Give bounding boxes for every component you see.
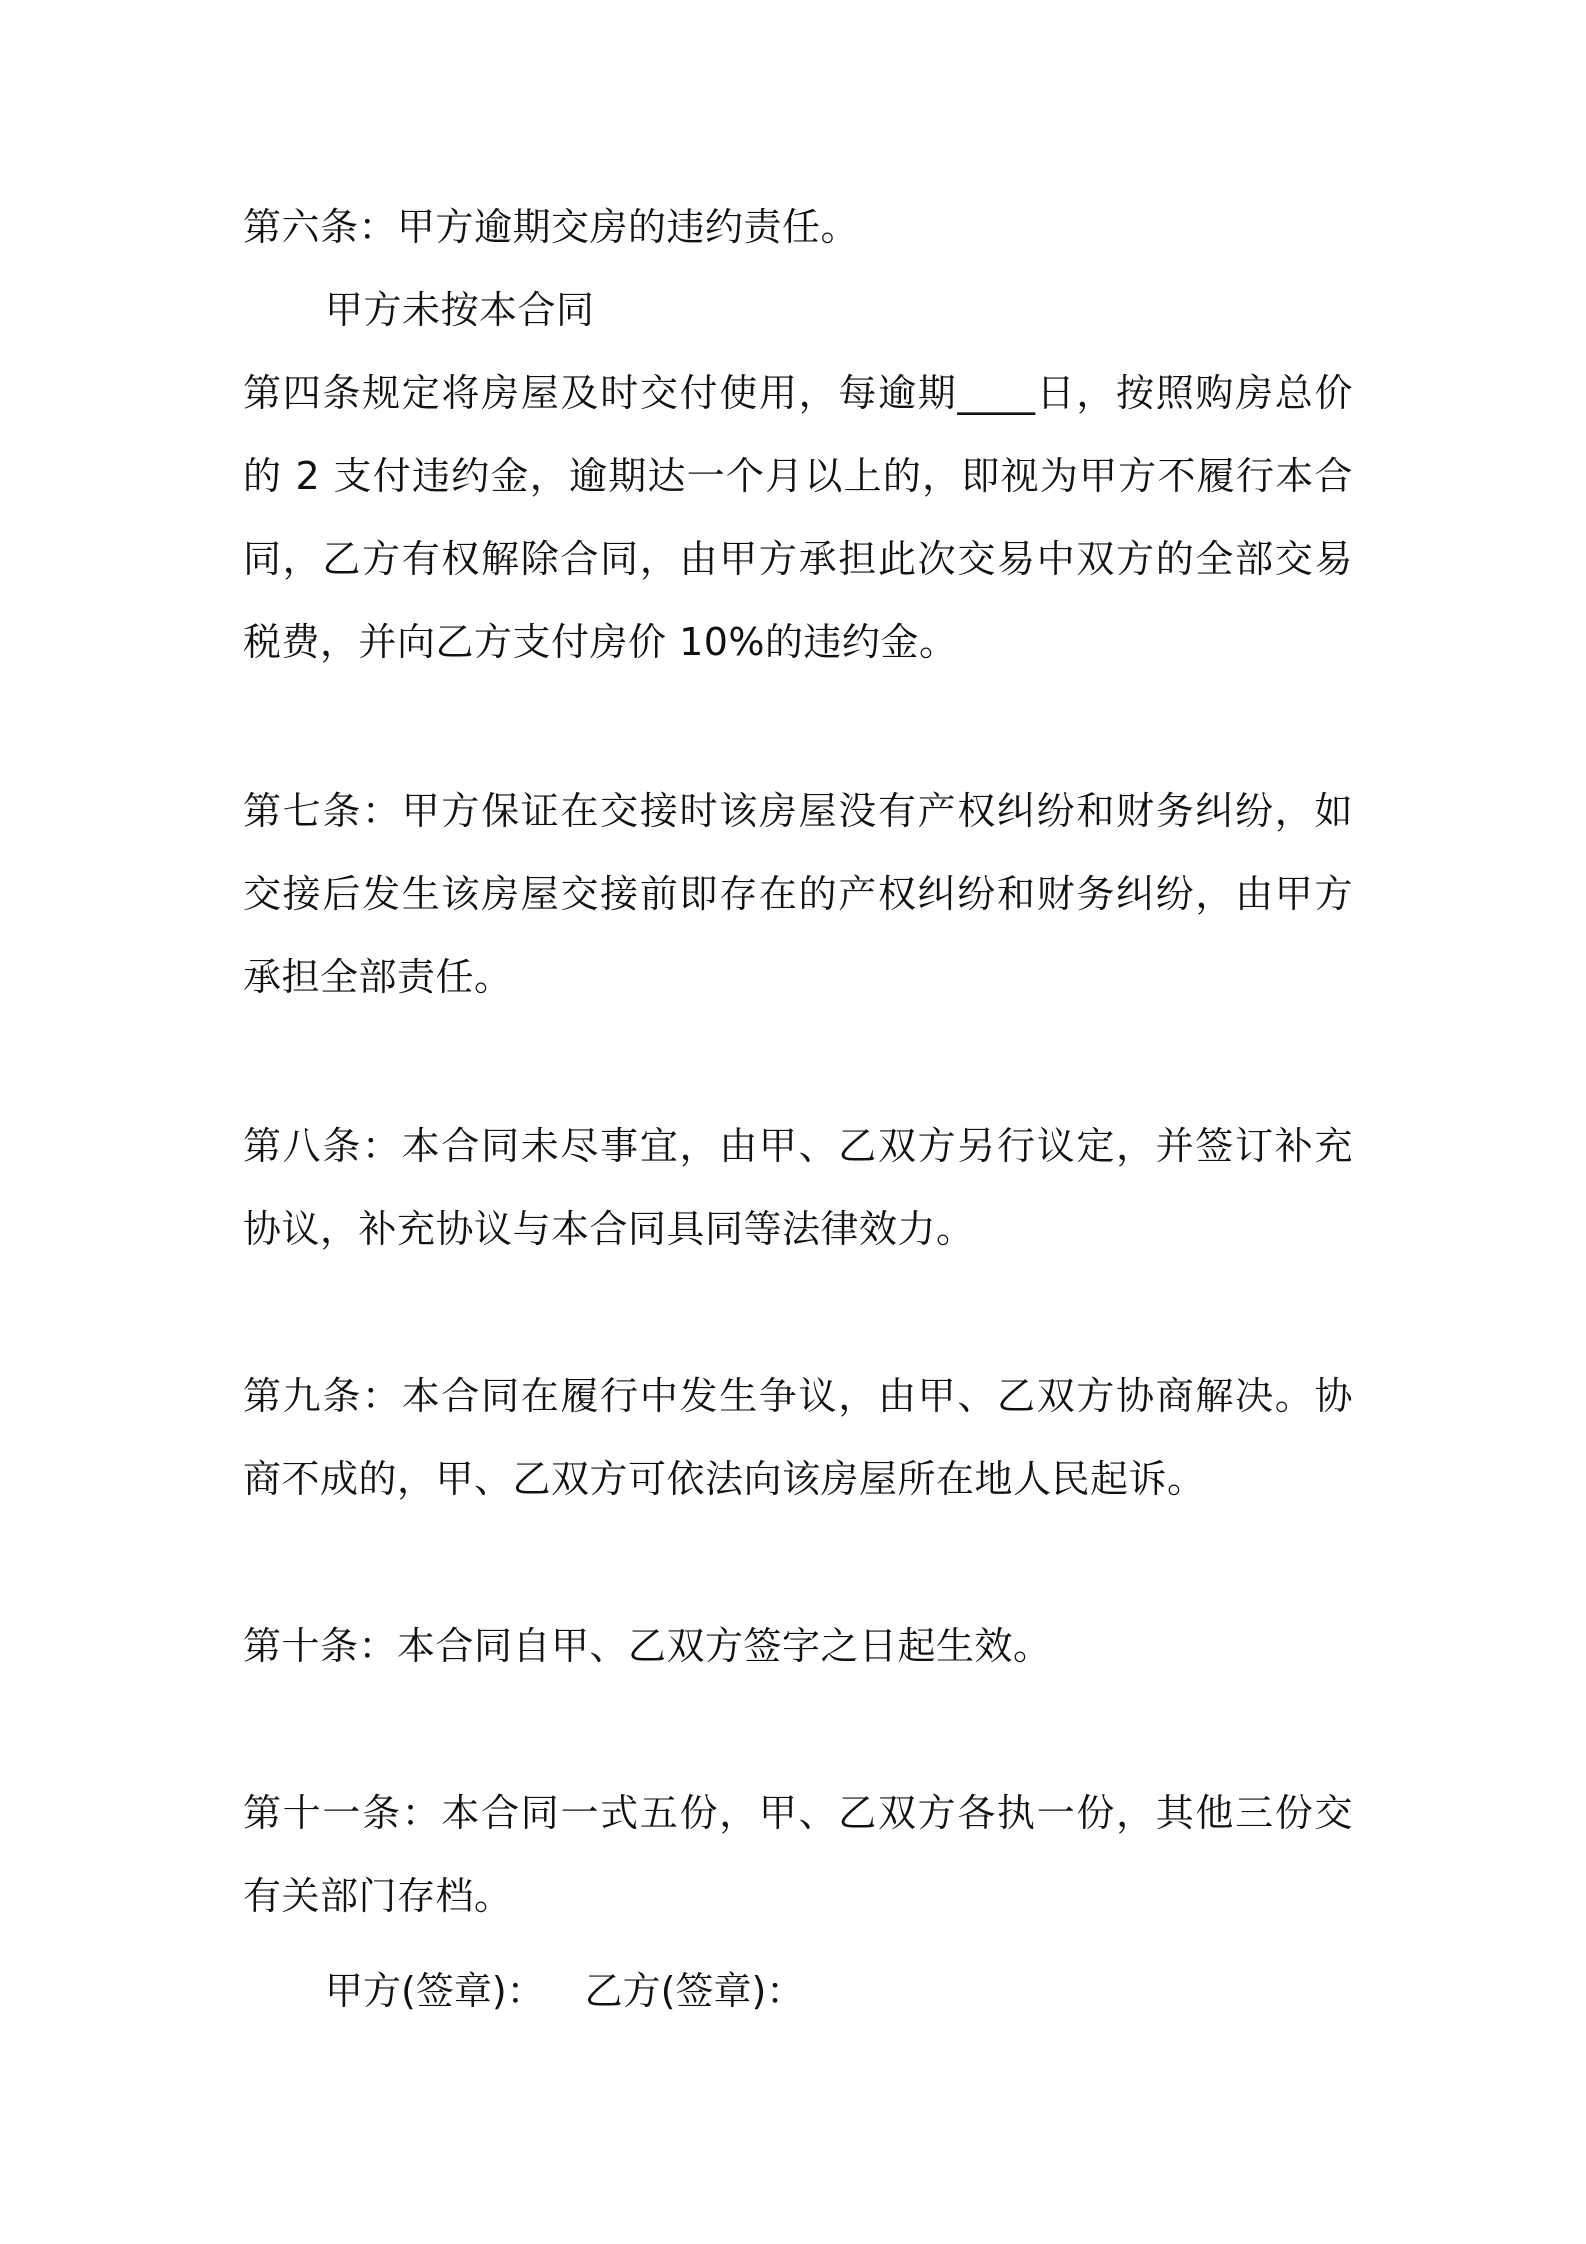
signature-line — [325, 1950, 804, 2033]
article-7: 第七条：甲方保证在交接时该房屋没有产权纠纷和财务纠纷，如交接后发生该房屋交接前即存在的产权纠纷和财务纠纷，由甲方承担全部责任。 — [243, 789, 1353, 999]
article-9: 第九条：本合同在履行中发生争议，由甲、乙双方协商解决。协商不成的，甲、乙双方可依法向该房屋所在地人民起诉。 — [243, 1374, 1353, 1501]
article-11: 第十一条：本合同一式五份，甲、乙双方各执一份，其他三份交有关部门存档。 — [243, 1791, 1353, 1918]
article-8: 第八条：本合同未尽事宜，由甲、乙双方另行议定，并签订补充协议，补充协议与本合同具同等法律效力。 — [243, 1124, 1353, 1251]
article-6-body: 第四条规定将房屋及时交付使用，每逾期____日，按照购房总价的 2 支付违约金，逾期达一个月以上的，即视为甲方不履行本合同，乙方有权解除合同，由甲方承担此次交易中双方的全部交易税费，并向乙方支付房价 10%的违约金。 — [243, 371, 1353, 664]
article-6-intro: 甲方未按本合同 — [325, 288, 595, 332]
party-a-signature: 甲方(签章)： — [325, 1969, 545, 2013]
party-b-signature: 乙方(签章)： — [584, 1969, 805, 2013]
article-10: 第十条：本合同自甲、乙双方签字之日起生效。 — [243, 1624, 1052, 1668]
article-6-title: 第六条：甲方逾期交房的违约责任。 — [243, 205, 860, 249]
